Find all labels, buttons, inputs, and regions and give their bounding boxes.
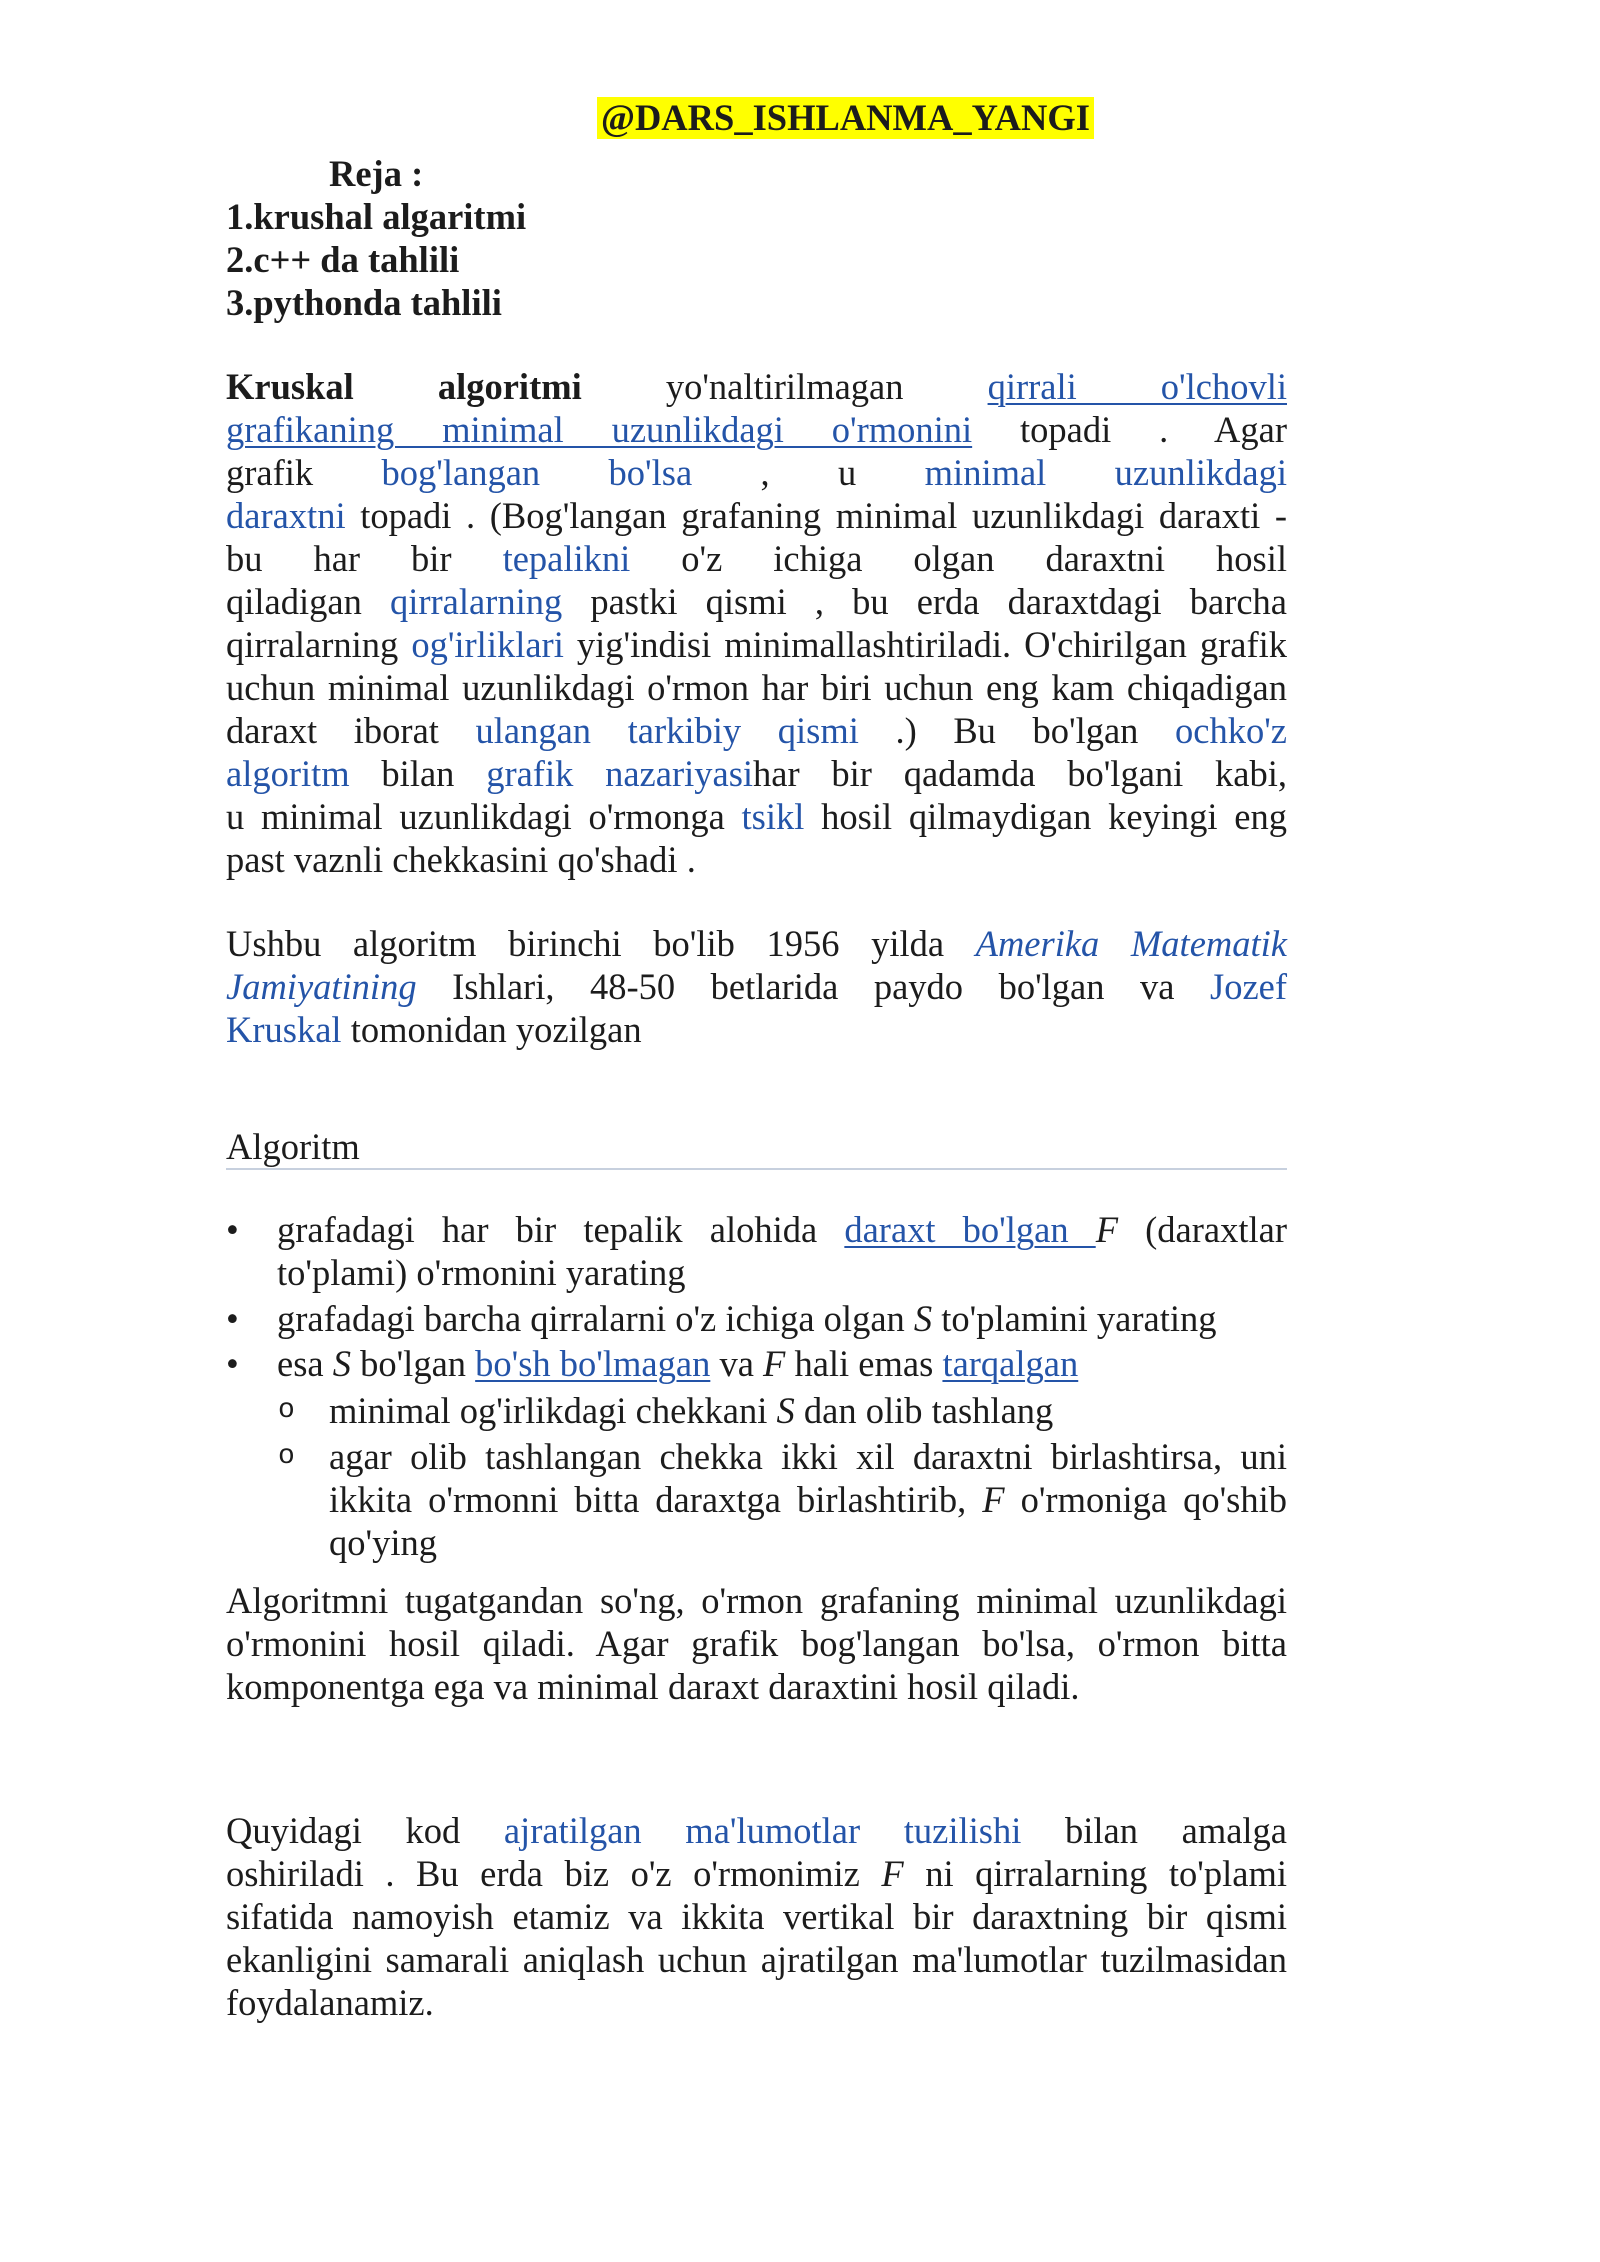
text-run: esa <box>277 1343 333 1384</box>
text-line <box>226 1938 1287 1981</box>
text-line <box>226 623 1287 666</box>
plan-item: 3.pythonda tahlili <box>226 282 502 323</box>
bullet-text <box>277 1342 1287 1385</box>
bullet-marker: • <box>226 1343 239 1384</box>
text-run: o'z ichiga olgan daraxtni hosil <box>630 538 1287 579</box>
hyperlink[interactable]: Jozef <box>1209 966 1287 1007</box>
text-run: to'plamini yarating <box>932 1298 1217 1339</box>
text-run: va <box>710 1343 764 1384</box>
text-line <box>226 922 1287 965</box>
hyperlink[interactable]: tarqalgan <box>942 1343 1079 1384</box>
text-run: tomonidan yozilgan <box>341 1009 642 1050</box>
italic-text: F <box>1095 1209 1119 1250</box>
text-run: bu har bir <box>226 538 503 579</box>
hyperlink[interactable]: grafikaning minimal uzunlikdagi o'rmonini <box>226 409 973 450</box>
text-line <box>226 494 1287 537</box>
text-run: sifatida namoyish etamiz va ikkita vertikal bir daraxtning bir qismi <box>226 1896 1287 1937</box>
text-run: Ishlari, 48-50 betlarida paydo bo'lgan va <box>416 966 1210 1007</box>
text-run: (daraxtlar <box>1118 1209 1287 1250</box>
text-line <box>226 451 1287 494</box>
hyperlink[interactable]: tepalikni <box>502 538 631 579</box>
text-run: hali emas <box>785 1343 943 1384</box>
sub-bullet-marker: o <box>278 1441 295 1472</box>
text-run: har bir qadamda bo'lgani kabi, <box>753 753 1288 794</box>
paragraph-kruskal-definition <box>226 365 1287 881</box>
text-run: Ushbu algoritm birinchi bo'lib 1956 yilda <box>226 923 976 964</box>
italic-text: F <box>881 1853 904 1894</box>
hyperlink[interactable]: og'irliklari <box>411 624 564 665</box>
bullet-marker: • <box>226 1298 239 1339</box>
text-line <box>277 1342 1287 1385</box>
plan-title: Reja : <box>329 153 424 194</box>
text-run: ni qirralarning to'plami <box>903 1853 1287 1894</box>
text-line <box>226 795 1287 838</box>
text-run: agar olib tashlangan chekka ikki xil daraxtni birlashtirsa, uni <box>329 1436 1287 1477</box>
text-line <box>226 666 1287 709</box>
text-run: u minimal uzunlikdagi o'rmonga <box>226 796 742 837</box>
text-run: yig'indisi minimallashtiriladi. O'chirilgan grafik <box>563 624 1287 665</box>
paragraph-history <box>226 922 1287 1051</box>
paragraph-code-intro <box>226 1809 1287 2024</box>
sub-bullet-item <box>226 1435 1287 1564</box>
text-line <box>226 1622 1287 1665</box>
text-line <box>226 1579 1287 1622</box>
text-line <box>226 580 1287 623</box>
hyperlink[interactable]: ajratilgan ma'lumotlar tuzilishi <box>503 1810 1022 1851</box>
bullet-item <box>226 1208 1287 1294</box>
sub-bullet-item <box>226 1389 1287 1432</box>
hyperlink[interactable]: Amerika Matematik <box>975 923 1287 964</box>
italic-text: S <box>913 1298 933 1339</box>
hyperlink[interactable]: Jamiyatining <box>226 966 417 1007</box>
plan-list <box>226 152 1287 324</box>
text-run: hosil qilmaydigan keyingi eng <box>804 796 1287 837</box>
text-run: grafik <box>226 452 382 493</box>
sub-bullet-marker: o <box>278 1395 295 1426</box>
text-run: qirralarning <box>226 624 412 665</box>
hyperlink[interactable]: qirrali o'lchovli <box>987 366 1287 407</box>
bold-text: Kruskal algoritmi <box>226 366 582 407</box>
hyperlink[interactable]: daraxt bo'lgan <box>844 1209 1096 1250</box>
hyperlink[interactable]: bog'langan bo'lsa <box>381 452 693 493</box>
text-line <box>226 1852 1287 1895</box>
text-run: Quyidagi kod <box>226 1810 504 1851</box>
text-run: grafadagi barcha qirralarni o'z ichiga olgan <box>277 1298 914 1339</box>
hyperlink[interactable]: qirralarning <box>389 581 563 622</box>
text-run: grafadagi har bir tepalik alohida <box>277 1209 845 1250</box>
bullet-item <box>226 1342 1287 1385</box>
text-run: Algoritmni tugatgandan so'ng, o'rmon grafaning minimal uzunlikdagi <box>226 1580 1287 1621</box>
sub-bullet-text <box>329 1435 1287 1564</box>
hyperlink[interactable]: minimal uzunlikdagi <box>924 452 1288 493</box>
text-line <box>329 1435 1287 1478</box>
text-line <box>226 965 1287 1008</box>
text-run: topadi . Agar <box>972 409 1287 450</box>
italic-text: S <box>776 1390 795 1431</box>
text-run: minimal og'irlikdagi chekkani <box>329 1390 777 1431</box>
hyperlink[interactable]: algoritm <box>226 753 350 794</box>
text-line <box>226 1809 1287 1852</box>
text-run: bo'lgan <box>350 1343 476 1384</box>
text-run: komponentga ega va minimal daraxt daraxtini hosil qiladi. <box>226 1666 1080 1707</box>
text-run: uchun minimal uzunlikdagi o'rmon har biri uchun eng kam chiqadigan <box>226 667 1287 708</box>
text-line <box>226 1008 1287 1051</box>
text-run: .) Bu bo'lgan <box>858 710 1176 751</box>
plan-item: 2.c++ da tahlili <box>226 239 460 280</box>
text-line <box>226 838 1287 881</box>
bullet-text <box>277 1208 1287 1294</box>
hyperlink[interactable]: ulangan tarkibiy qismi <box>475 710 859 751</box>
text-run: to'plami) o'rmonini yarating <box>277 1252 686 1293</box>
paragraph-algorithm-result <box>226 1579 1287 1708</box>
italic-text: F <box>763 1343 786 1384</box>
text-run: oshiriladi . Bu erda biz o'z o'rmonimiz <box>226 1853 882 1894</box>
text-run: ekanligini samarali aniqlash uchun ajratilgan ma'lumotlar tuzilmasidan <box>226 1939 1287 1980</box>
bullet-item <box>226 1297 1287 1340</box>
text-line <box>226 1665 1287 1708</box>
plan-item: 1.krushal algaritmi <box>226 196 527 237</box>
text-line <box>226 1981 1287 2024</box>
text-line <box>277 1208 1287 1251</box>
text-line <box>226 1895 1287 1938</box>
text-run: qo'ying <box>329 1522 437 1563</box>
text-run: bilan <box>349 753 487 794</box>
text-run: , u <box>692 452 925 493</box>
channel-tag: @DARS_ISHLANMA_YANGI <box>597 97 1094 139</box>
hyperlink[interactable]: tsikl <box>741 796 805 837</box>
text-line <box>329 1389 1287 1432</box>
text-run: topadi . (Bog'langan grafaning minimal uzunlikdagi daraxti - <box>345 495 1287 536</box>
hyperlink[interactable]: grafik nazariyasi <box>486 753 754 794</box>
heading-rule <box>226 1168 1287 1170</box>
text-run: o'rmonini hosil qiladi. Agar grafik bog'langan bo'lsa, o'rmon bitta <box>226 1623 1287 1664</box>
text-line <box>277 1297 1287 1340</box>
text-run: o'rmoniga qo'shib <box>1004 1479 1287 1520</box>
text-run: ikkita o'rmonni bitta daraxtga birlashtirib, <box>329 1479 983 1520</box>
bullet-text <box>277 1297 1287 1340</box>
sub-bullet-text <box>329 1389 1287 1432</box>
text-line <box>226 537 1287 580</box>
text-line <box>226 752 1287 795</box>
section-heading: Algoritm <box>226 1126 360 1167</box>
text-line <box>226 365 1287 408</box>
bullet-marker: • <box>226 1209 239 1250</box>
text-run: yo'naltirilmagan <box>581 366 988 407</box>
hyperlink[interactable]: bo'sh bo'lmagan <box>475 1343 711 1384</box>
text-run: past vaznli chekkasini qo'shadi . <box>226 839 696 880</box>
italic-text: S <box>332 1343 351 1384</box>
hyperlink[interactable]: ochko'z <box>1175 710 1288 751</box>
text-line <box>277 1251 1287 1294</box>
text-run: daraxt iborat <box>226 710 476 751</box>
hyperlink[interactable]: daraxtni <box>226 495 346 536</box>
italic-text: F <box>982 1479 1005 1520</box>
text-line <box>329 1478 1287 1521</box>
text-line <box>329 1521 1287 1564</box>
text-run: pastki qismi , bu erda daraxtdagi barcha <box>562 581 1287 622</box>
text-run: dan olib tashlang <box>794 1390 1054 1431</box>
text-line <box>226 408 1287 451</box>
text-line <box>226 709 1287 752</box>
text-run: bilan amalga <box>1021 1810 1288 1851</box>
text-run: qiladigan <box>226 581 390 622</box>
hyperlink[interactable]: Kruskal <box>226 1009 342 1050</box>
text-run: foydalanamiz. <box>226 1982 434 2023</box>
